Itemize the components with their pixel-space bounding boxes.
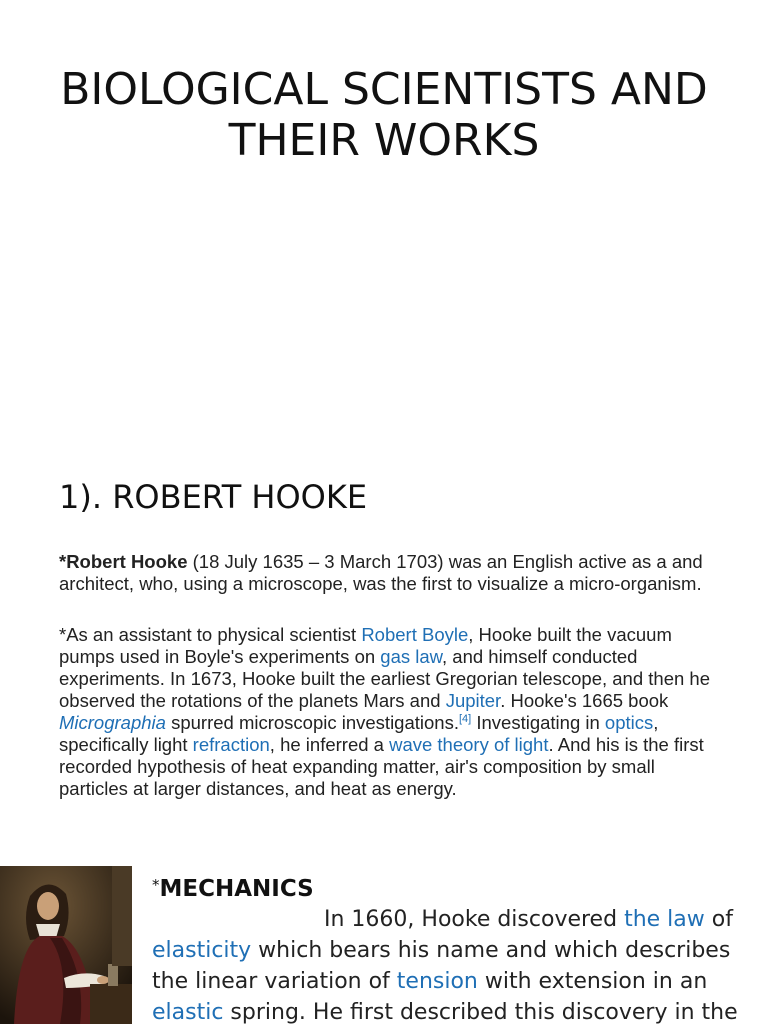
portrait-illustration — [0, 866, 132, 1024]
para-text: , and himself conducted experiments. In 1673, Hooke built the earliest Gregorian telescope, and then he observed the rotations of the planets Mars and — [59, 646, 710, 711]
link-elastic[interactable]: elastic — [152, 1000, 224, 1025]
para-text: , specifically light — [59, 712, 659, 755]
link-refraction[interactable]: refraction — [192, 734, 270, 755]
link-elasticity[interactable]: elasticity — [152, 938, 252, 963]
para-text: *As an assistant to physical scientist — [59, 624, 362, 645]
para-text: In 1660, Hooke discovered — [324, 907, 625, 932]
link-gas-law[interactable]: gas law — [380, 646, 443, 667]
mechanics-heading — [152, 871, 752, 903]
page-title: BIOLOGICAL SCIENTISTS AND THEIR WORKS — [60, 64, 708, 166]
para-text: spurred microscopic investigations. — [165, 712, 459, 733]
para-text: , Hooke built the vacuum pumps used in Boyle's experiments on — [59, 624, 672, 667]
mechanics-paragraph — [152, 904, 752, 1028]
para-text: . Hooke's 1665 book — [500, 690, 669, 711]
link-tension[interactable]: tension — [396, 969, 478, 994]
para-text: , he inferred a — [269, 734, 390, 755]
mechanics-title: MECHANICS — [159, 876, 314, 902]
intro-paragraph — [59, 551, 719, 595]
para-text: spring. He first described this discovery in the — [223, 1000, 738, 1025]
link-wave-theory[interactable]: wave theory of light — [389, 734, 549, 755]
para-text: . And his is the first recorded hypothesis of heat expanding matter, air's composition by small particles at larger distances, and heat as energy. — [59, 734, 704, 799]
para-text: with extension in an — [477, 969, 708, 994]
mechanics-section — [152, 871, 752, 1028]
section-heading: 1). ROBERT HOOKE — [59, 478, 368, 516]
bullet-star: * — [152, 876, 160, 894]
para-text: Investigating in — [471, 712, 605, 733]
link-robert-boyle[interactable]: Robert Boyle — [361, 624, 469, 645]
link-micrographia[interactable]: Micrographia — [59, 712, 166, 733]
para-text: which bears his name and which describes the linear variation of — [152, 938, 731, 994]
assistant-paragraph — [59, 624, 719, 800]
portrait-image — [0, 866, 132, 1024]
para-text: of — [704, 907, 733, 932]
scientist-name: *Robert Hooke — [59, 551, 188, 572]
link-the-law[interactable]: the law — [624, 907, 705, 932]
link-optics[interactable]: optics — [604, 712, 654, 733]
link-jupiter[interactable]: Jupiter — [445, 690, 501, 711]
reference-link[interactable]: [4] — [458, 712, 472, 725]
intro-text: (18 July 1635 – 3 March 1703) was an English active as a and architect, who, using a microscope, was the first to visualize a micro-organism. — [59, 551, 703, 594]
